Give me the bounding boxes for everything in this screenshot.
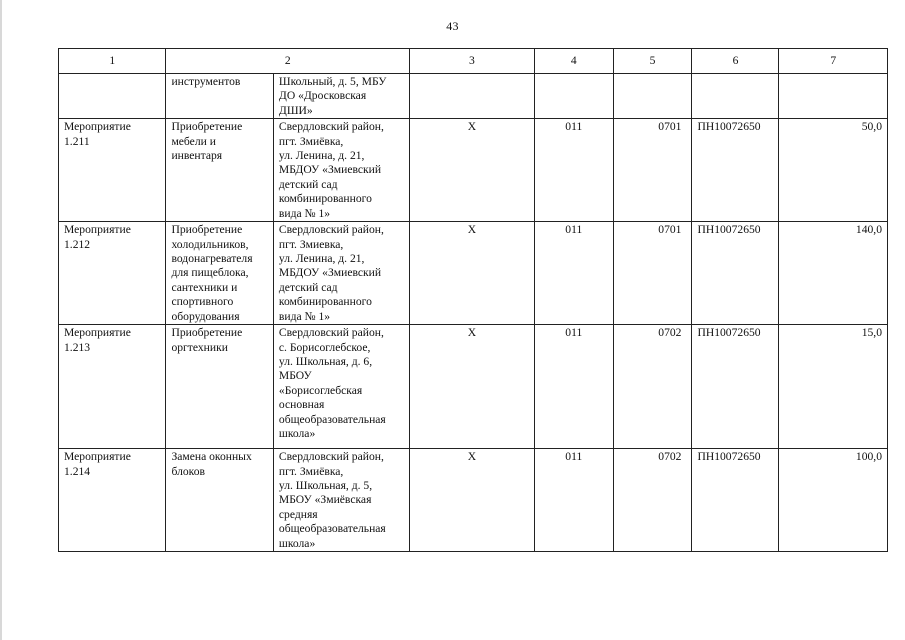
code-cell: ПН10072650 (692, 325, 779, 449)
description-cell-line: водонагревателя (171, 252, 253, 266)
recipient-cell-line: общеобразовательная (278, 522, 386, 536)
activity-cell (59, 449, 166, 552)
recipient-cell-line: МБОУ (278, 369, 312, 383)
amount-cell: 100,0 (779, 449, 888, 552)
description-cell (166, 119, 273, 222)
page-left-edge (0, 0, 2, 640)
code-cell (692, 74, 779, 119)
recipient-cell-line: пгт. Змиевка, (278, 237, 344, 251)
col5-cell: 0701 (613, 119, 692, 222)
description-cell-line: инструментов (171, 75, 241, 88)
col4-cell (534, 74, 613, 119)
description-cell (166, 222, 273, 325)
col3-cell: Х (410, 119, 535, 222)
recipient-cell-line: комбинированного (278, 295, 372, 309)
activity-cell (59, 222, 166, 325)
recipient-cell (273, 74, 409, 119)
recipient-cell-line: ул. Школьная, д. 5, (278, 479, 373, 493)
amount-cell: 140,0 (779, 222, 888, 325)
recipient-cell-line: пгт. Змиёвка, (278, 464, 344, 478)
recipient-cell-line: Свердловский район, (278, 326, 384, 340)
recipient-cell-line: основная (278, 398, 325, 412)
col5-cell: 0702 (613, 325, 692, 449)
header-cell-2: 2 (166, 49, 410, 74)
description-cell-line: холодильников, (171, 237, 249, 251)
description-cell-line: спортивного (171, 295, 234, 309)
code-cell: ПН10072650 (692, 449, 779, 552)
col5-cell (613, 74, 692, 119)
col4-cell: 011 (534, 119, 613, 222)
recipient-cell-line: ул. Школьная, д. 6, (278, 355, 373, 369)
col3-cell: Х (410, 449, 535, 552)
recipient-cell-line: ул. Ленина, д. 21, (278, 149, 365, 163)
recipient-cell-line: детский сад (278, 177, 338, 191)
col4-cell: 011 (534, 449, 613, 552)
col5-cell: 0701 (613, 222, 692, 325)
description-cell-line: Приобретение (171, 120, 243, 134)
header-cell-1: 1 (59, 49, 166, 74)
description-cell-line: Приобретение (171, 223, 243, 237)
activity-cell-line: Мероприятие (64, 326, 131, 340)
description-cell-line: сантехники и (171, 280, 238, 294)
description-cell-line: блоков (171, 464, 205, 478)
recipient-cell-line: детский сад (278, 280, 338, 294)
recipient-cell-line: МБОУ «Змиёвская (278, 493, 372, 507)
activity-cell-line: 1.211 (64, 134, 90, 148)
header-cell-3: 3 (410, 49, 535, 74)
description-cell (166, 449, 273, 552)
description-cell (166, 74, 273, 119)
recipient-cell (273, 449, 409, 552)
page-number: 43 (446, 19, 459, 33)
recipient-cell-line: ул. Ленина, д. 21, (278, 252, 365, 266)
activity-cell-line: 1.214 (64, 464, 91, 478)
description-cell-line: Замена оконных (171, 450, 252, 464)
recipient-cell-line: Свердловский район, (278, 120, 384, 134)
activity-cell (59, 119, 166, 222)
code-cell: ПН10072650 (692, 119, 779, 222)
col3-cell: Х (410, 325, 535, 449)
header-cell-7: 7 (779, 49, 888, 74)
table-row (59, 325, 888, 449)
table-row (59, 74, 888, 119)
table-row (59, 449, 888, 552)
col5-cell: 0702 (613, 449, 692, 552)
activity-cell-line: 1.212 (64, 237, 91, 251)
recipient-cell-line: Свердловский район, (278, 450, 384, 464)
description-cell-line: инвентаря (171, 149, 223, 163)
col4-cell: 011 (534, 222, 613, 325)
recipient-cell-line: вида № 1» (278, 206, 331, 220)
activity-cell (59, 74, 166, 119)
recipient-cell-line: МБДОУ «Змиевский (278, 266, 382, 280)
recipient-cell-line: с. Борисоглебское, (278, 340, 371, 354)
recipient-cell (273, 222, 409, 325)
activity-cell-line: Мероприятие (64, 223, 131, 237)
table-header-row (59, 49, 888, 74)
col3-cell (410, 74, 535, 119)
recipient-cell-line: школа» (278, 536, 316, 550)
amount-cell: 50,0 (779, 119, 888, 222)
table-row (59, 222, 888, 325)
description-cell (166, 325, 273, 449)
recipient-cell-line: ДО «Дросковская (278, 89, 367, 103)
recipient-cell-line: МБДОУ «Змиевский (278, 163, 382, 177)
recipient-cell-line: «Борисоглебская (278, 383, 363, 397)
recipient-cell-line: комбинированного (278, 192, 372, 206)
activity-cell-line: Мероприятие (64, 450, 131, 464)
recipient-cell-line: вида № 1» (278, 309, 331, 323)
header-cell-4: 4 (534, 49, 613, 74)
header-cell-5: 5 (613, 49, 692, 74)
col3-cell: Х (410, 222, 535, 325)
recipient-cell (273, 325, 409, 449)
recipient-cell-line: Школьный, д. 5, МБУ (278, 75, 387, 88)
recipient-cell-line: ДШИ» (278, 103, 313, 117)
col4-cell: 011 (534, 325, 613, 449)
recipient-cell-line: средняя (278, 507, 318, 521)
activity-cell-line: 1.213 (64, 340, 91, 354)
activity-cell (59, 325, 166, 449)
description-cell-line: Приобретение (171, 326, 243, 340)
recipient-cell-line: Свердловский район, (278, 223, 384, 237)
recipient-cell-line: школа» (278, 427, 316, 441)
description-cell-line: оборудования (171, 309, 240, 323)
activity-cell-line: Мероприятие (64, 120, 131, 134)
recipient-cell-line: пгт. Змиёвка, (278, 134, 344, 148)
amount-cell: 15,0 (779, 325, 888, 449)
recipient-cell (273, 119, 409, 222)
recipient-cell-line: общеобразовательная (278, 412, 386, 426)
description-cell-line: оргтехники (171, 340, 228, 354)
amount-cell (779, 74, 888, 119)
description-cell-line: для пищеблока, (171, 266, 249, 280)
code-cell: ПН10072650 (692, 222, 779, 325)
description-cell-line: мебели и (171, 134, 216, 148)
header-cell-6: 6 (692, 49, 779, 74)
table-row (59, 119, 888, 222)
budget-table (58, 48, 888, 552)
